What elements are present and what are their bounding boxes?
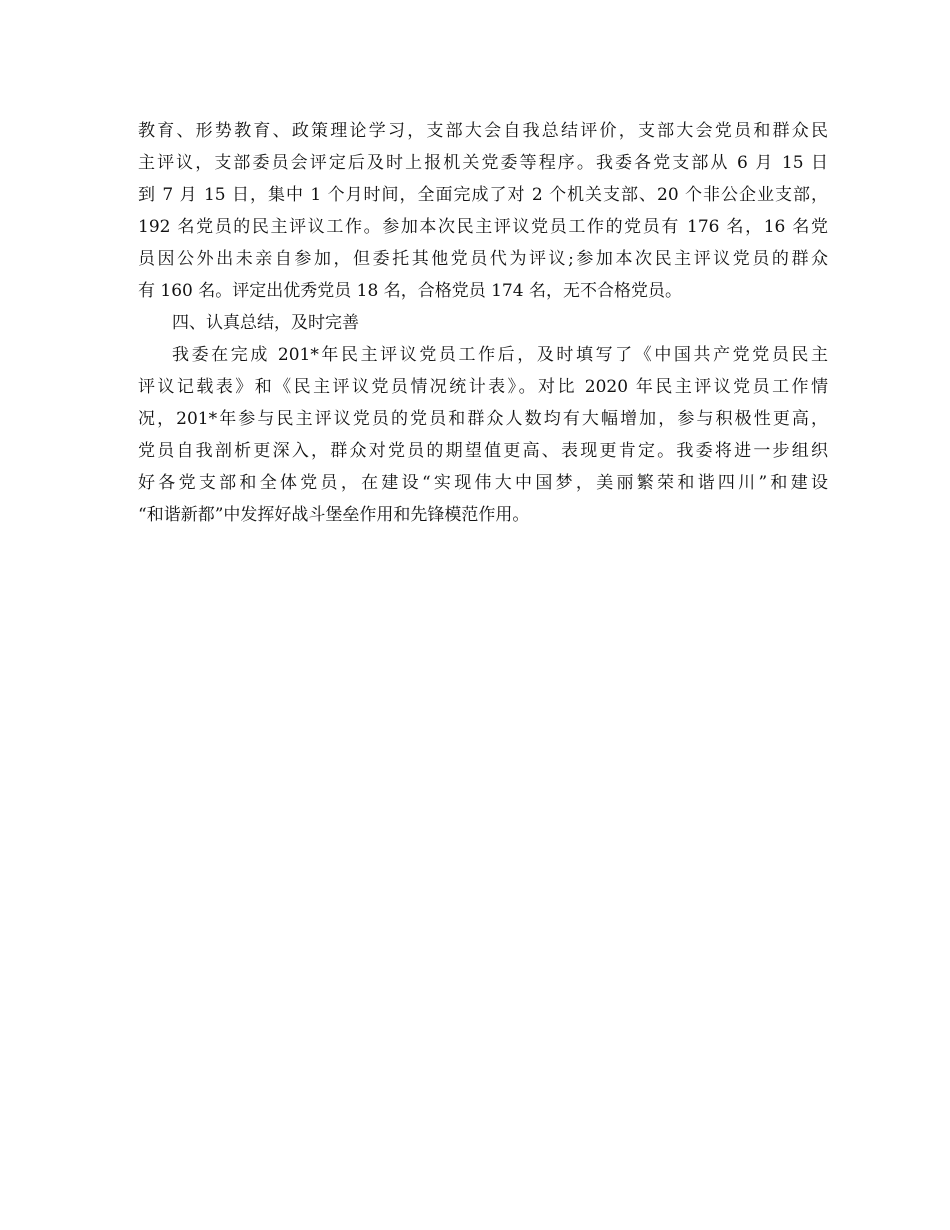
document-body — [138, 115, 828, 531]
paragraph-line: 主评议，支部委员会评定后及时上报机关党委等程序。我委各党支部从 6 月 15 日 — [138, 153, 828, 173]
paragraph-line: 有 160 名。评定出优秀党员 18 名，合格党员 174 名，无不合格党员。 — [138, 281, 682, 301]
paragraph-line: 到 7 月 15 日，集中 1 个月时间，全面完成了对 2 个机关支部、20 个非公企业支部， — [138, 185, 828, 205]
paragraph-line: 教育、形势教育、政策理论学习，支部大会自我总结评价，支部大会党员和群众民 — [138, 121, 828, 141]
paragraph-line: 我委在完成 201*年民主评议党员工作后，及时填写了《中国共产党党员民主 — [172, 345, 828, 365]
paragraph-line: “和谐新都”中发挥好战斗堡垒作用和先锋模范作用。 — [138, 505, 530, 525]
paragraph-line: 党员自我剖析更深入，群众对党员的期望值更高、表现更肯定。我委将进一步组织 — [138, 441, 828, 461]
paragraph-line: 评议记载表》和《民主评议党员情况统计表》。对比 2020 年民主评议党员工作情 — [138, 377, 828, 397]
paragraph-line: 192 名党员的民主评议工作。参加本次民主评议党员工作的党员有 176 名，16 名党 — [138, 217, 828, 237]
paragraph-line: 员因公外出未亲自参加，但委托其他党员代为评议;参加本次民主评议党员的群众 — [138, 249, 828, 269]
paragraph-line: 好各党支部和全体党员，在建设“实现伟大中国梦，美丽繁荣和谐四川”和建设 — [138, 473, 828, 493]
section-heading: 四、认真总结，及时完善 — [172, 313, 359, 333]
paragraph-line: 况，201*年参与民主评议党员的党员和群众人数均有大幅增加，参与积极性更高， — [138, 409, 828, 429]
